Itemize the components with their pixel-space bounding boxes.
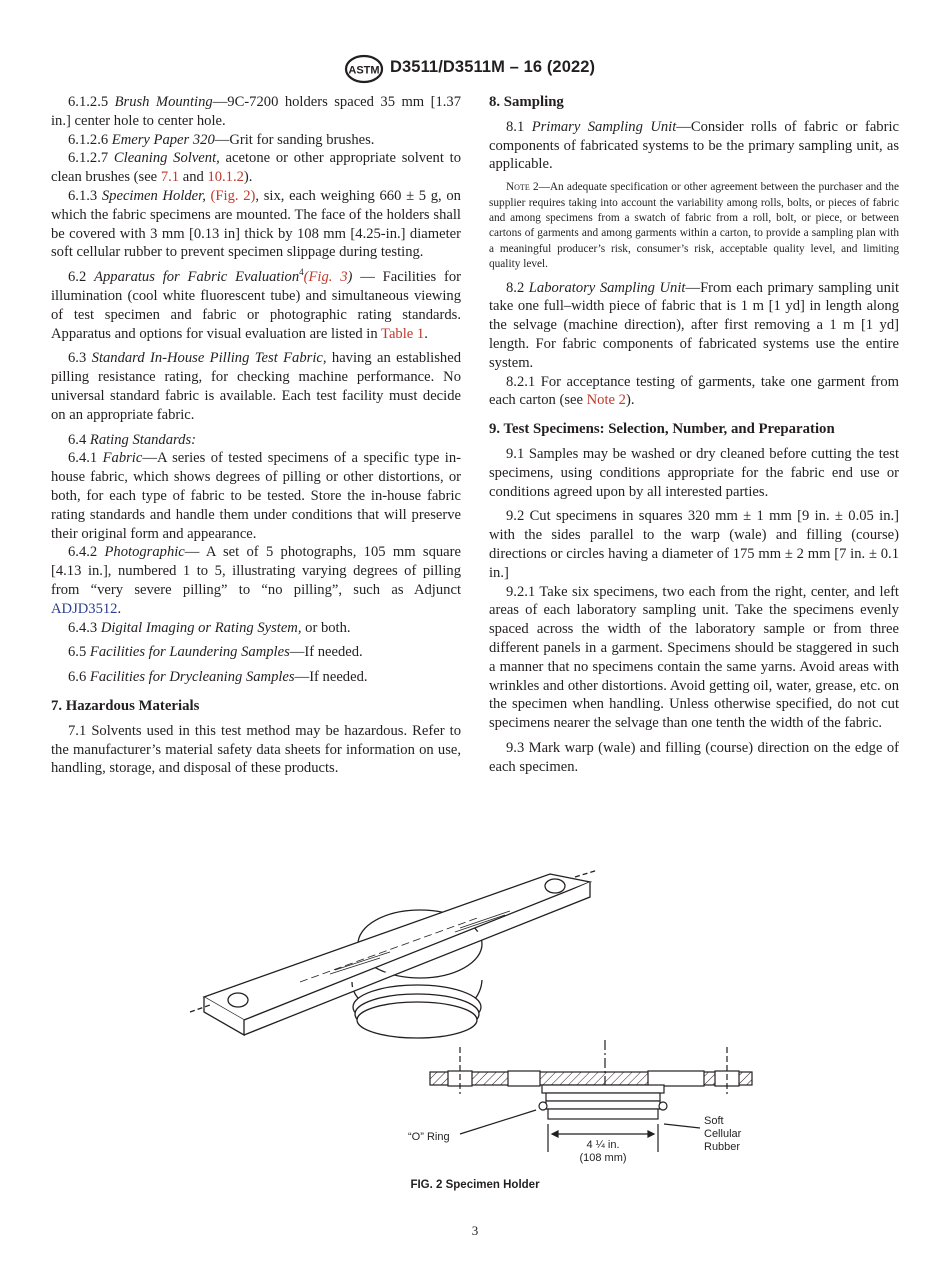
right-column [489,93,899,777]
para-9-1: 9.1 Samples may be washed or dry cleaned before cutting the test specimens, using conditions appropriate for the fabric end use or conditions agreed upon by all interested parties. [489,446,899,500]
para-6-1-2-6: 6.1.2.6 Emery Paper 320—Grit for sanding brushes. [68,131,375,148]
para-9-3: 9.3 Mark warp (wale) and filling (course) direction on the edge of each specimen. [489,739,899,775]
para-6-1-3: 6.1.3 Specimen Holder, (Fig. 2), six, each weighing 660 ± 5 g, on which the fabric specimens are mounted. The face of the holders shall be covered with 3 mm [0.13 in] thick by 108 mm [4.25-in.] diameter soft cellular rubber to prevent specimen slippage during testing. [51,187,461,261]
page-header [0,53,950,87]
para-8-1: 8.1 Primary Sampling Unit—Consider rolls of fabric or fabric components of fabricated systems to be the primary sampling unit, as applicable. [489,118,899,173]
para-6-3: 6.3 Standard In-House Pilling Test Fabric, having an established pilling resistance rating, for checking machine performance. No universal standard fabric is available. Each test facility must decide on an appropriate fabric. [51,350,461,423]
ref-fig-3[interactable]: (Fig. 3 [303,269,348,286]
note-2: Note 2—An adequate specification or other agreement between the purchaser and the supplier requires taking into account the variability among rolls, bolts, or pieces of fabric and among specimens from a swatch of fabric from a roll, bolt, or piece, or between cartons of garments and among garments within a carton, to provide a sampling plan with a meaningful producer’s risk, consumer’s risk, acceptable quality level, and limiting quality level. [489,181,899,271]
document-id: D3511/D3511M – 16 (2022) [390,58,596,76]
section-7-heading: 7. Hazardous Materials [51,697,200,714]
para-6-4-1: 6.4.1 Fabric—A series of tested specimens of a specific type in-house fabric, which shows degrees of pilling or other distortions, or both, for each type of fabric to be tested. Store the in-house fabric rating standards and handle them under conditions that will preserve their original form and appearance. [51,450,461,542]
footnote-4[interactable]: 4 [299,267,304,278]
dimension-inches: 4 ¼ in. [586,1139,620,1151]
label-soft: Soft [704,1115,724,1127]
section-8-heading: 8. Sampling [489,94,564,110]
para-6-4-2: 6.4.2 Photographic— A set of 5 photographs, 105 mm square [4.13 in.], numbered 1 to 5, illustrating varying degrees of pilling from “very severe pilling” to “no pilling”, such as Adjunct ADJD3512. [51,544,461,617]
astm-logo [344,54,384,84]
ref-note-2[interactable]: Note 2 [586,392,626,409]
holder-isometric-drawing [190,870,598,1038]
para-6-4: 6.4 Rating Standards: [68,431,196,448]
page-number: 3 [471,1223,479,1238]
ref-7-1[interactable]: 7.1 [160,169,180,186]
para-9-2: 9.2 Cut specimens in squares 320 mm ± 1 mm [9 in. ± 0.05 in.] with the sides parallel to the warp (wale) and filling (course) directions or circles having a diameter of 175 mm ± 2 mm [7 in. ± 0.1 in.] [489,508,899,581]
link-adjd3512[interactable]: ADJD3512 [51,600,118,617]
figure-specimen-holder [180,862,780,1182]
para-9-2-1: 9.2.1 Take six specimens, two each from the right, center, and left areas of each laboratory sampling unit. Take the specimens evenly spaced across the width of the laboratory sample or from three different panels in a garment. Specimens should be staggered in such a manner that no specimens contain the same yarns. Avoid areas with wrinkles and other distortions. Avoid getting oil, water, grease, etc. on the specimen when handling. Unless otherwise specified, do not cut specimens nearer the selvage than one tenth the width of the fabric. [489,583,899,732]
figure-caption: FIG. 2 Specimen Holder [410,1179,540,1191]
para-6-1-2-5: 6.1.2.5 Brush Mounting—9C-7200 holders spaced 35 mm [1.37 in.] center hole to center hole. [51,94,462,129]
para-7-1: 7.1 Solvents used in this test method may be hazardous. Refer to the manufacturer’s material safety data sheets for information on use, handling, storage, and disposal of these products. [51,722,461,777]
ref-table-1[interactable]: Table 1 [381,325,425,342]
para-6-4-3: 6.4.3 Digital Imaging or Rating System, or both. [68,619,351,636]
label-rubber: Rubber [704,1141,741,1153]
left-column [51,93,461,778]
label-cellular: Cellular [704,1128,742,1140]
ref-fig-2[interactable]: (Fig. 2) [210,187,256,204]
para-6-2: 6.2 Apparatus for Fabric Evaluation$^4$(Fig. 3) — Facilities for illumination (cool white fluorescent tube) and simultaneous viewing of test specimen and fabric or photographic rating standards. Apparatus and options for visual evaluation are listed in Table 1. [51,267,461,342]
para-6-1-2-7: 6.1.2.7 Cleaning Solvent, acetone or other appropriate solvent to clean brushes (see 7.1 and 10.1.2). [51,150,461,186]
section-9-heading: 9. Test Specimens: Selection, Number, and Preparation [489,421,835,438]
para-8-2: 8.2 Laboratory Sampling Unit—From each primary sampling unit take one full–width piece of fabric that is 1 m [1 yd] in length along the selvage (machine direction), after first removing a 1 m [1 yd] length. For fabric components of fabricated systems use the entire system. [489,279,899,371]
logo-text: ASTM [348,64,380,77]
label-o-ring: “O” Ring [408,1131,450,1143]
ref-10-1-2[interactable]: 10.1.2 [207,169,244,186]
para-8-2-1: 8.2.1 For acceptance testing of garments, take one garment from each carton (see Note 2). [489,373,899,409]
dimension-mm: (108 mm) [579,1152,627,1164]
para-6-6: 6.6 Facilities for Drycleaning Samples—If needed. [68,669,368,686]
para-6-5: 6.5 Facilities for Laundering Samples—If needed. [68,644,363,661]
